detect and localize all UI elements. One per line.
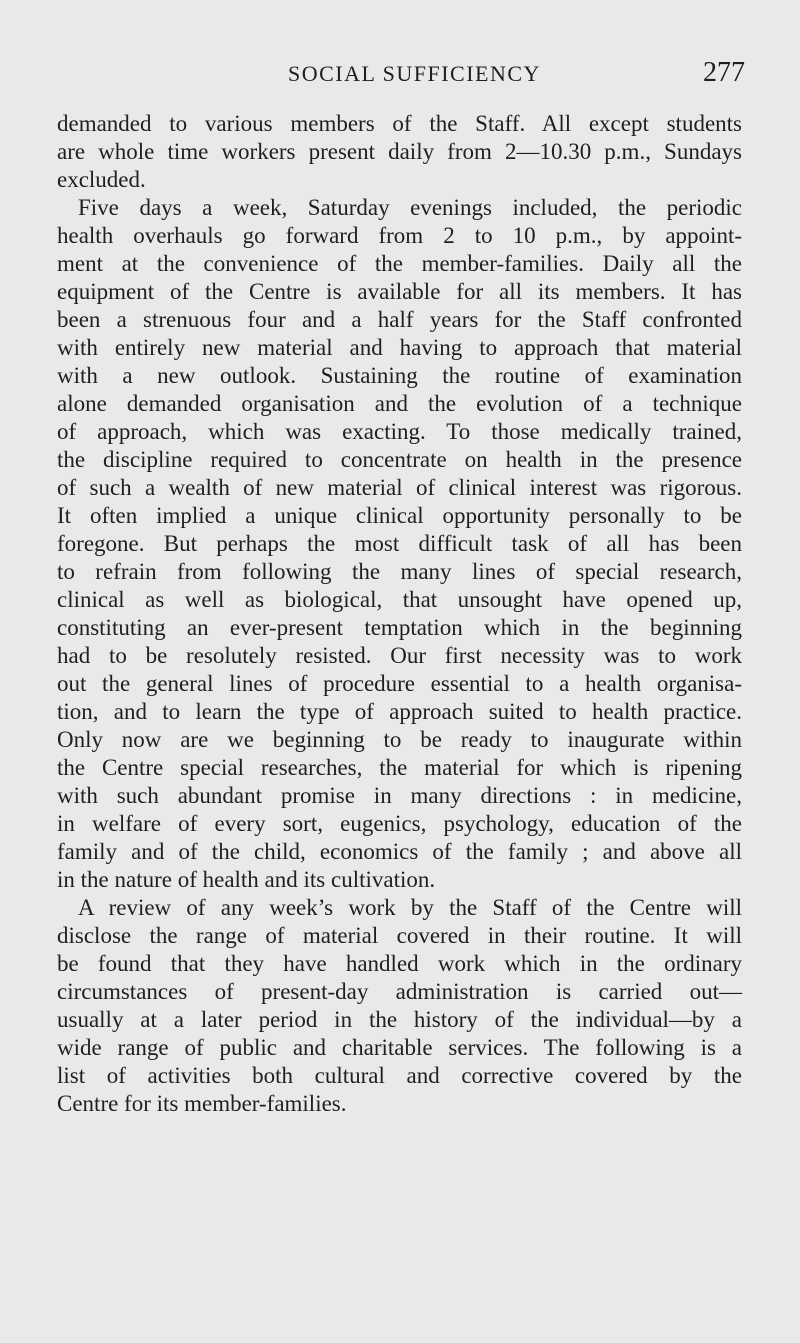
text-line: the discipline required to concentrate on health in the presence <box>57 447 742 472</box>
text-line: of approach, which was exacting. To those medically trained, <box>57 419 742 444</box>
paragraph <box>57 894 742 1118</box>
text-line: demanded to various members of the Staff. All except students <box>57 111 742 136</box>
text-line: with entirely new material and having to approach that material <box>57 335 742 360</box>
text-line: ment at the convenience of the member-families. Daily all the <box>57 251 742 276</box>
text-line: excluded. <box>57 167 146 192</box>
text-line: It often implied a unique clinical opportunity personally to be <box>57 503 742 528</box>
text-line: out the general lines of procedure essential to a health organisa- <box>57 671 742 696</box>
text-line: family and of the child, economics of the family ; and above all <box>57 839 742 864</box>
text-line: tion, and to learn the type of approach suited to health practice. <box>57 699 742 724</box>
text-line: had to be resolutely resisted. Our first necessity was to work <box>57 643 742 668</box>
text-line: usually at a later period in the history of the individual—by a <box>57 1007 742 1032</box>
text-line: are whole time workers present daily from 2—10.30 p.m., Sundays <box>57 139 742 164</box>
text-line: alone demanded organisation and the evolution of a technique <box>57 391 742 416</box>
text-line: been a strenuous four and a half years for the Staff confronted <box>57 307 742 332</box>
text-line: foregone. But perhaps the most difficult task of all has been <box>57 531 742 556</box>
text-line: A review of any week’s work by the Staff of the Centre will <box>78 895 742 920</box>
text-line: with such abundant promise in many directions : in medicine, <box>57 783 742 808</box>
text-line: Centre for its member-families. <box>57 1091 347 1116</box>
body-text <box>57 110 742 1118</box>
text-line: health overhauls go forward from 2 to 10 p.m., by appoint- <box>57 223 742 248</box>
text-line: constituting an ever-present temptation which in the beginning <box>57 615 742 640</box>
text-line: disclose the range of material covered in their routine. It will <box>57 923 742 948</box>
text-line: Five days a week, Saturday evenings included, the periodic <box>78 195 742 220</box>
text-line: in the nature of health and its cultivation. <box>57 867 436 892</box>
text-line: list of activities both cultural and corrective covered by the <box>57 1063 742 1088</box>
text-line: Only now are we beginning to be ready to inaugurate within <box>57 727 742 752</box>
text-line: wide range of public and charitable services. The following is a <box>57 1035 742 1060</box>
text-line: be found that they have handled work which in the ordinary <box>57 951 742 976</box>
text-line: of such a wealth of new material of clinical interest was rigorous. <box>57 475 742 500</box>
text-line: to refrain from following the many lines of special research, <box>57 559 742 584</box>
text-line: with a new outlook. Sustaining the routine of examination <box>57 363 742 388</box>
paragraph <box>57 194 742 894</box>
text-line: the Centre special researches, the material for which is ripening <box>57 755 742 780</box>
running-head: SOCIAL SUFFICIENCY <box>288 61 541 86</box>
text-line: equipment of the Centre is available for all its members. It has <box>57 279 742 304</box>
text-line: clinical as well as biological, that unsought have opened up, <box>57 587 742 612</box>
page-number: 277 <box>703 57 745 88</box>
text-line: circumstances of present-day administration is carried out— <box>57 979 742 1004</box>
text-line: in welfare of every sort, eugenics, psychology, education of the <box>57 811 742 836</box>
paragraph <box>57 110 742 194</box>
